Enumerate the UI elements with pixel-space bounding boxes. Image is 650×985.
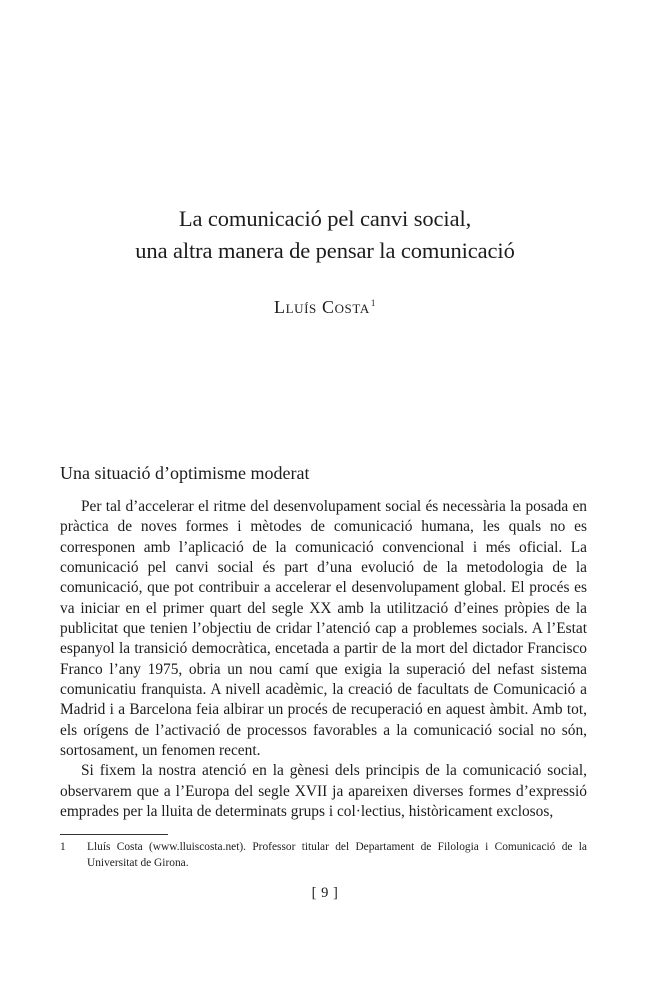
- title-line-2: una altra manera de pensar la comunicació: [135, 238, 515, 263]
- footnote-number: 1: [60, 841, 66, 853]
- page-number: [ 9 ]: [311, 885, 339, 901]
- author-name: Lluís Costa: [273, 297, 370, 317]
- title-line-1: La comunicació pel canvi social,: [178, 206, 472, 231]
- author-line: [0, 291, 650, 319]
- paragraph-1: Per tal d’accelerar el ritme del desenvolupament social és necessària la posada en pràctica de noves formes i mètodes de comunicació humana, les quals no es corresponen amb l’aplicació de la comunicació convencional i més oficial. La comunicació pel canvi social és part d’una evolució de la metodologia de la comunicació, que pot contribuir a accelerar el desenvolupament global. El procés es va iniciar en el primer quart del segle XX amb la utilització d’eines pròpies de la publicitat que tenien l’objectiu de cridar l’atenció cap a problemes socials. A l’Estat espanyol la transició democràtica, encetada a partir de la mort del dictador Francisco Franco l’any 1975, obria un nou camí que exigia la superació del nefast sistema comunicatiu franquista. A nivell acadèmic, la creació de facultats de Comunicació a Madrid i a Barcelona feia albirar un procés de recuperació en aquest àmbit. Amb tot, els orígens de l’activació de processos favorables a la comunicació social no són, sortosament, un fenomen recent.: [60, 498, 587, 760]
- paragraph-2: Si fixem la nostra atenció en la gènesi dels principis de la comunicació social, observarem que a l’Europa del segle XVII ja apareixen diverses formes d’expressió emprades per la lluita de determinats grups i col·lectius, històricament exclosos,: [60, 762, 587, 821]
- section-heading: Una situació d’optimisme moderat: [60, 463, 310, 483]
- footnote-divider: [60, 834, 168, 835]
- body-text: [60, 497, 587, 823]
- footnote-text: Lluís Costa (www.lluiscosta.net). Professor titular del Departament de Filologia i Comunicació de la Universitat de Girona.: [87, 841, 587, 869]
- footnote: [60, 840, 587, 871]
- author-footnote-marker: 1: [370, 298, 376, 308]
- article-title: [0, 203, 650, 267]
